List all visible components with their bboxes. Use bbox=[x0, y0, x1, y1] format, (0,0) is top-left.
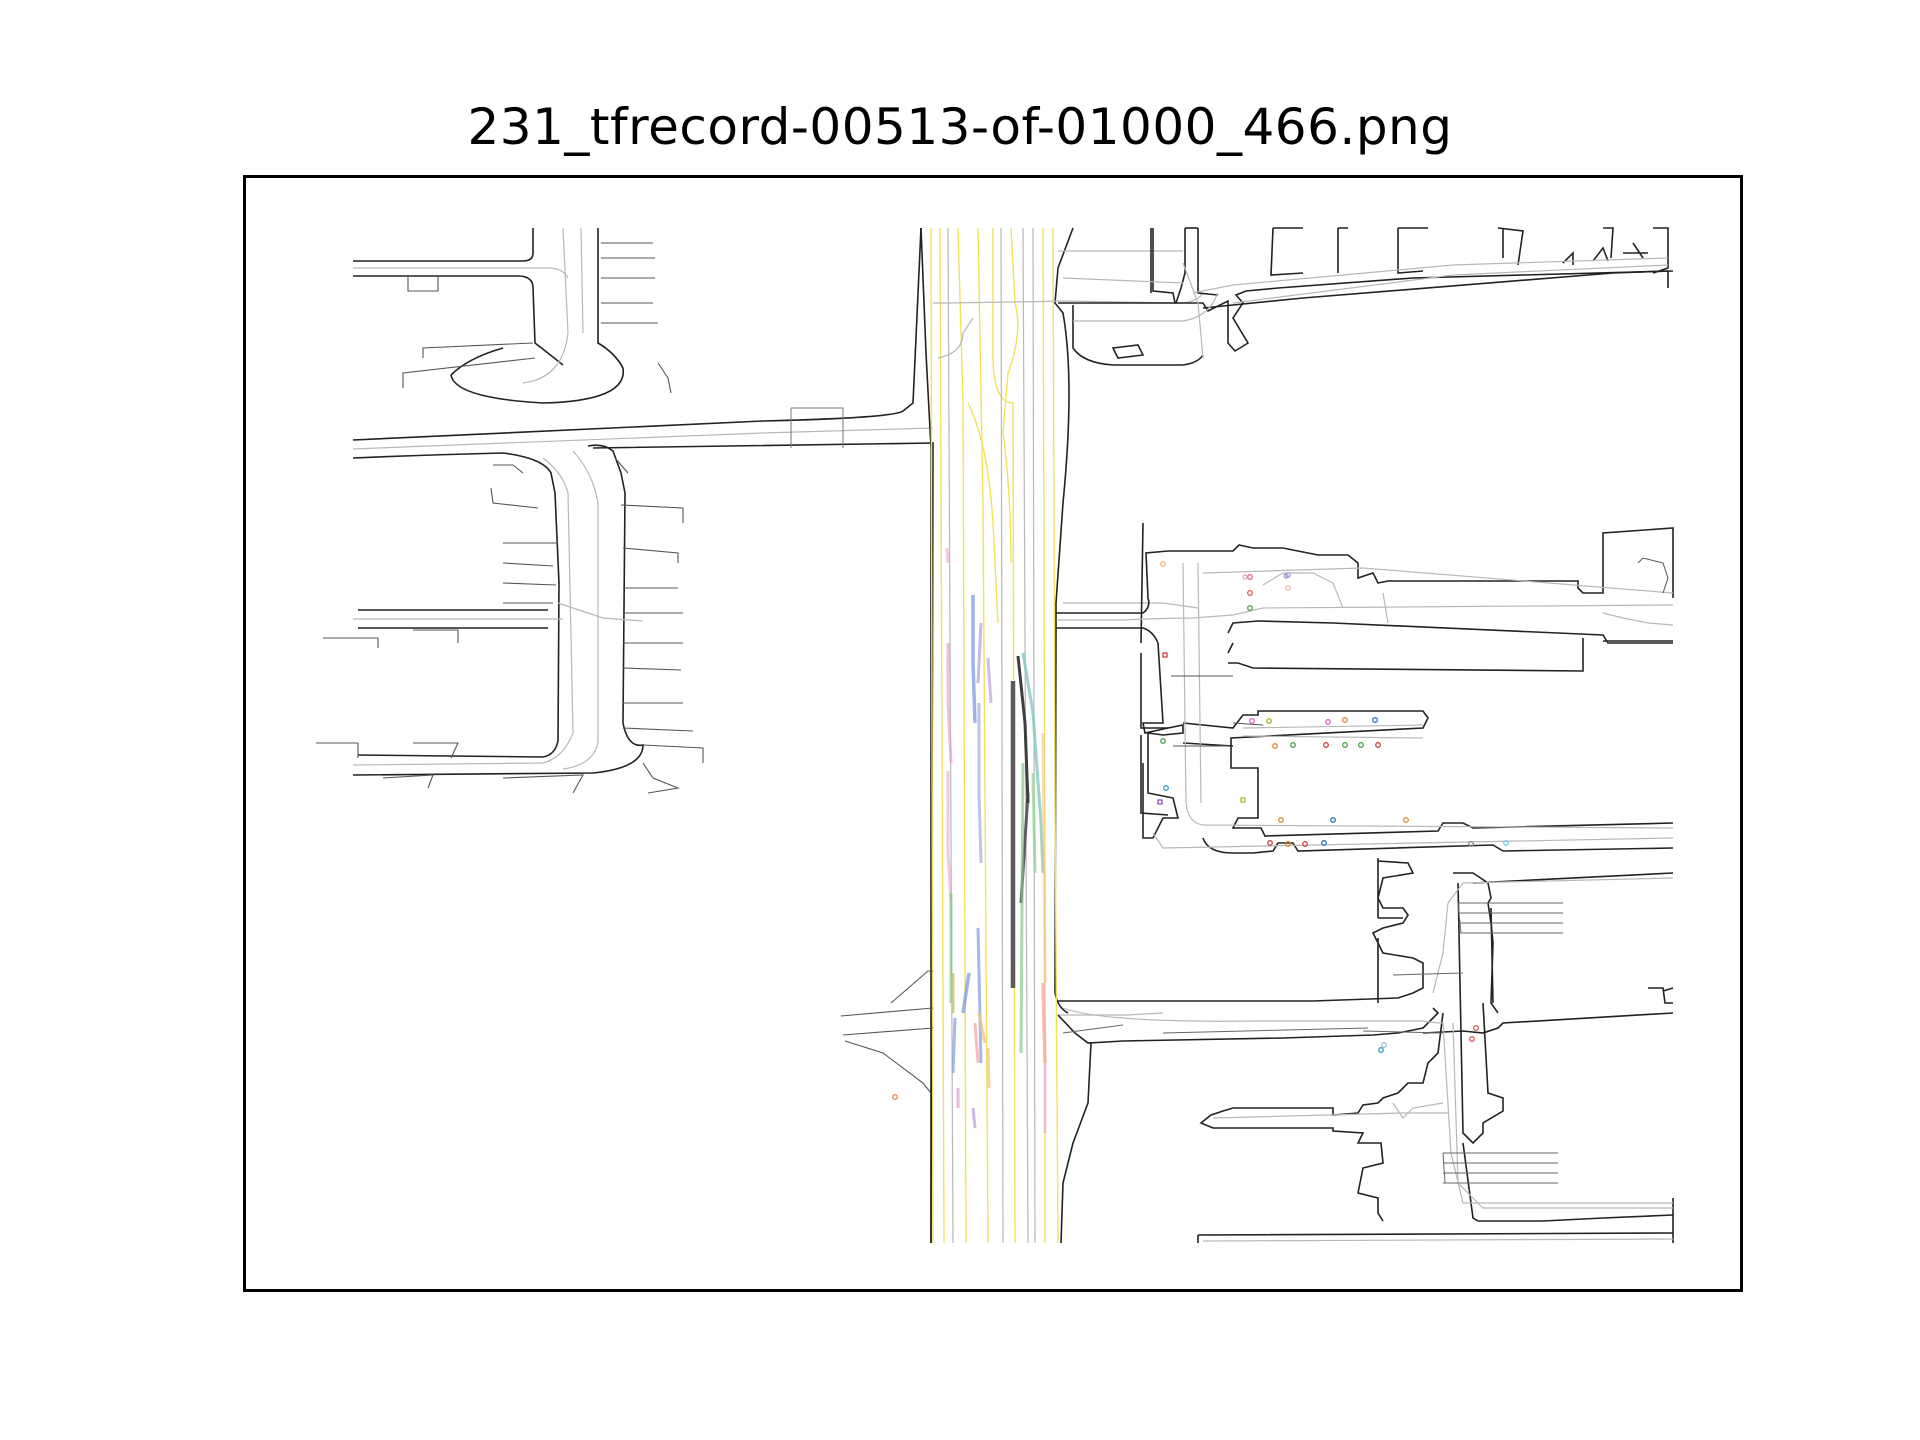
lane-centers-middle-right bbox=[1058, 563, 1673, 848]
agent-track bbox=[975, 1023, 978, 1063]
lane-centers-lower-right bbox=[1063, 878, 1673, 1241]
agent-marker bbox=[1250, 719, 1255, 724]
parking-outlines-left bbox=[316, 243, 703, 793]
road-edges-lower-right bbox=[1058, 858, 1673, 1243]
agent-marker bbox=[1286, 586, 1291, 591]
road-edges-middle-right bbox=[1056, 523, 1673, 853]
agent-marker bbox=[1382, 1043, 1387, 1048]
agent-marker bbox=[1326, 720, 1331, 725]
agent-marker bbox=[1241, 798, 1245, 802]
agent-marker bbox=[1161, 562, 1166, 567]
agent-marker bbox=[1243, 575, 1247, 579]
agent-marker bbox=[1248, 606, 1253, 611]
agent-track bbox=[978, 928, 981, 1063]
agent-marker bbox=[1470, 1037, 1475, 1042]
agent-track bbox=[973, 1108, 975, 1128]
agent-marker bbox=[1331, 818, 1336, 823]
arterial-edges bbox=[921, 228, 1091, 1243]
agent-marker bbox=[1248, 591, 1253, 596]
lane-centers-left bbox=[353, 228, 933, 769]
agent-marker bbox=[1376, 743, 1381, 748]
agent-marker bbox=[893, 1095, 898, 1100]
parking-stripes bbox=[1063, 903, 1563, 1183]
agent-track bbox=[1033, 773, 1035, 873]
agent-marker bbox=[1343, 718, 1348, 723]
agent-track bbox=[988, 1048, 989, 1088]
agent-track bbox=[1043, 733, 1045, 983]
agent-track bbox=[1043, 983, 1045, 1063]
agent-marker bbox=[1248, 575, 1253, 580]
map-frame bbox=[243, 175, 1743, 1292]
agent-marker bbox=[1343, 743, 1348, 748]
agent-marker bbox=[1291, 743, 1296, 748]
agent-marker bbox=[1273, 744, 1278, 749]
agent-track bbox=[1021, 763, 1023, 1053]
agent-marker bbox=[1163, 653, 1167, 657]
agent-track bbox=[953, 1018, 955, 1073]
agent-tracks bbox=[947, 548, 1045, 1133]
agent-marker bbox=[1158, 800, 1162, 804]
crosswalk-west bbox=[791, 408, 843, 448]
agent-marker bbox=[1164, 786, 1169, 791]
agent-marker bbox=[1359, 743, 1364, 748]
agent-marker bbox=[1324, 743, 1329, 748]
agent-marker bbox=[1379, 1048, 1384, 1053]
agent-track bbox=[979, 703, 981, 863]
agent-marker bbox=[1267, 719, 1272, 724]
agent-track bbox=[988, 658, 991, 703]
agent-track bbox=[973, 595, 975, 723]
agent-track bbox=[947, 548, 948, 563]
map-canvas bbox=[246, 178, 1743, 1292]
agent-marker bbox=[1474, 1026, 1479, 1031]
road-edges-left bbox=[353, 228, 933, 1243]
agent-marker bbox=[1161, 739, 1166, 744]
agent-marker bbox=[1268, 841, 1273, 846]
agent-marker bbox=[1373, 718, 1378, 723]
road-edges-west-spur bbox=[841, 971, 933, 1093]
road-edges-upper-right bbox=[1058, 228, 1673, 365]
agent-marker bbox=[1279, 818, 1284, 823]
agent-track bbox=[978, 623, 981, 683]
agent-marker bbox=[1404, 818, 1409, 823]
figure-title: 231_tfrecord-00513-of-01000_466.png bbox=[467, 98, 1453, 156]
agent-track bbox=[963, 973, 969, 1013]
